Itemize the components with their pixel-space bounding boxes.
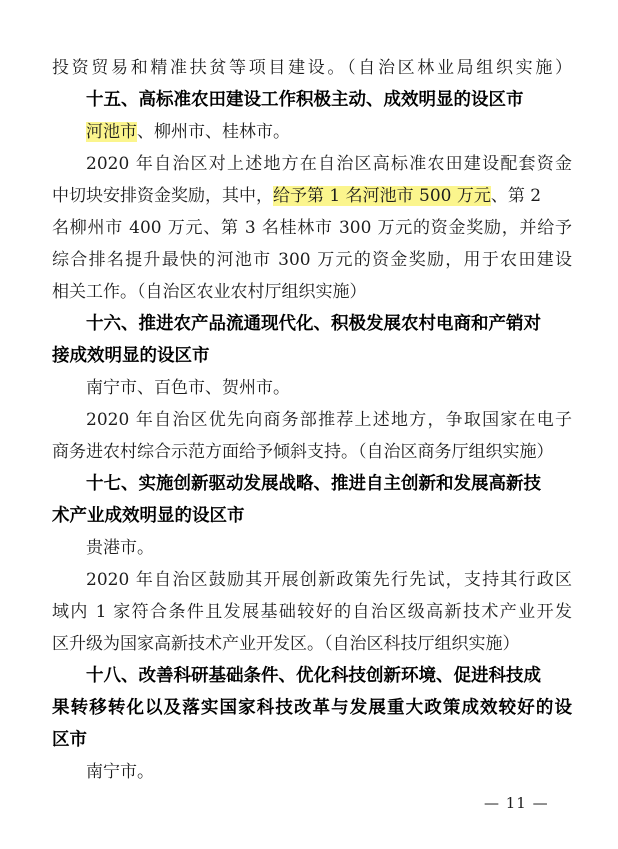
paragraph-line [52,564,572,596]
section-heading-18 [52,660,572,692]
heading-text: 果转移转化以及落实国家科技改革与发展重大政策成效较好的设 [52,698,572,718]
section-heading-15 [52,84,572,116]
heading-text: 十五、高标准农田建设工作积极主动、成效明显的设区市 [86,90,524,110]
paragraph-line [52,276,572,308]
line-text: 名柳州市 400 万元、第 3 名桂林市 300 万元的资金奖励，并给予 [52,218,572,238]
section-heading-17-cont [52,500,572,532]
city-list-line [52,116,572,148]
line-text: 2020 年自治区对上述地方在自治区高标准农田建设配套资金 [86,154,572,174]
line-text: 2020 年自治区优先向商务部推荐上述地方，争取国家在电子 [86,410,572,430]
paragraph-line [52,436,572,468]
heading-text: 十七、实施创新驱动发展战略、推进自主创新和发展高新技 [86,474,541,494]
page-number: — 11 — [484,794,549,812]
city-list-line [52,756,572,788]
line-text: 南宁市。 [86,762,154,782]
section-heading-16-cont [52,340,572,372]
line-text: 、柳州市、桂林市。 [137,122,290,142]
line-text: 、第 2 [490,186,542,206]
paragraph-line [52,596,572,628]
line-text: 相关工作。（自治区农业农村厅组织实施） [52,282,367,302]
document-body [52,52,572,788]
line-text: 贵港市。 [86,538,154,558]
section-heading-18-cont [52,692,572,724]
line-text: 域内 1 家符合条件且发展基础较好的自治区级高新技术产业开发 [52,602,572,622]
heading-text: 区市 [52,730,87,750]
heading-text: 十六、推进农产品流通现代化、积极发展农村电商和产销对 [86,314,541,334]
line-text: 2020 年自治区鼓励其开展创新政策先行先试，支持其行政区 [86,570,572,590]
heading-text: 接成效明显的设区市 [52,346,210,366]
line-text: 综合排名提升最快的河池市 300 万元的资金奖励，用于农田建设 [52,250,572,270]
section-heading-16 [52,308,572,340]
paragraph-line [52,180,572,212]
line-text: 区升级为国家高新技术产业开发区。（自治区科技厅组织实施） [52,634,520,654]
paragraph-line [52,212,572,244]
paragraph-line [52,148,572,180]
line-text: 投资贸易和精准扶贫等项目建设。（自治区林业局组织实施） [52,58,572,78]
paragraph-line [52,52,572,84]
highlighted-text: 给予第 1 名河池市 500 万元 [273,186,491,206]
heading-text: 术产业成效明显的设区市 [52,506,245,526]
paragraph-line [52,628,572,660]
line-text: 商务进农村综合示范方面给予倾斜支持。（自治区商务厅组织实施） [52,442,554,462]
paragraph-line [52,404,572,436]
line-text: 南宁市、百色市、贺州市。 [86,378,290,398]
city-list-line [52,532,572,564]
paragraph-line [52,244,572,276]
section-heading-17 [52,468,572,500]
section-heading-18-cont [52,724,572,756]
highlighted-text: 河池市 [86,122,137,142]
city-list-line [52,372,572,404]
heading-text: 十八、改善科研基础条件、优化科技创新环境、促进科技成 [86,666,541,686]
line-text: 中切块安排资金奖励，其中， [52,186,273,206]
